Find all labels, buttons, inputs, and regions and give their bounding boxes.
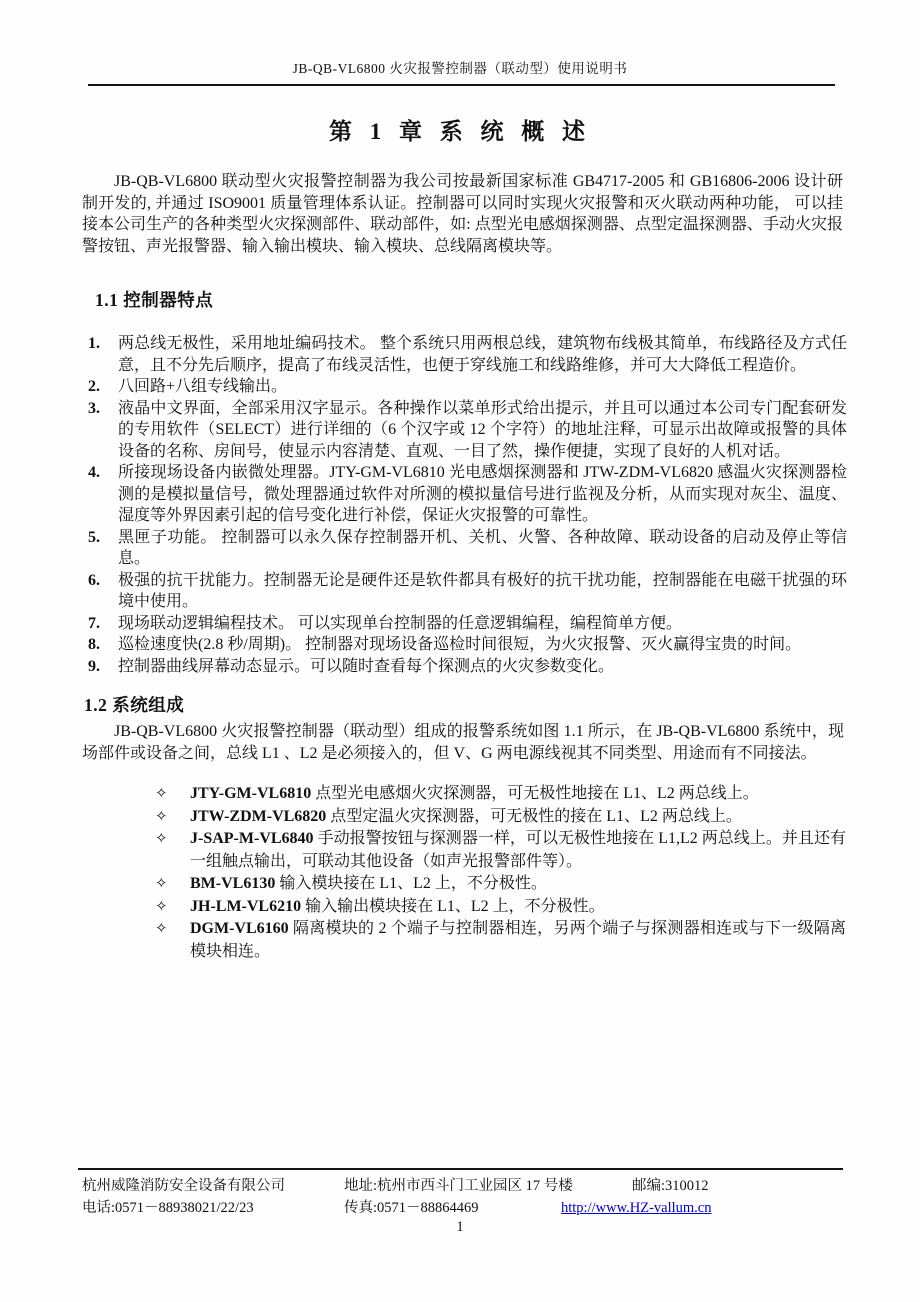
feature-item (88, 398, 847, 463)
feature-text: 巡检速度快(2.8 秒/周期)。 控制器对现场设备巡检时间很短，为火灾报警、灭火赢得宝贵的时间。 (118, 636, 802, 653)
feature-item (88, 613, 847, 635)
feature-number: 7. (88, 614, 100, 632)
component-model: BM-VL6130 (190, 875, 276, 892)
feature-text: 两总线无极性，采用地址编码技术。 整个系统只用两根总线，建筑物布线极其简单，布线路径及方式任意，且不分先后顺序，提高了布线灵活性，也便于穿线施工和线路维修，并可大大降低工程造价。 (118, 335, 847, 374)
feature-number: 8. (88, 636, 100, 653)
footer-website-link[interactable]: http://www.HZ-vallum.cn (561, 1200, 712, 1216)
diamond-bullet-icon: ✧ (155, 808, 168, 825)
feature-number: 5. (88, 528, 100, 546)
component-model: DGM-VL6160 (190, 920, 289, 937)
footer-postal-code: 邮编:310012 (632, 1178, 709, 1194)
diamond-bullet-icon: ✧ (155, 786, 168, 802)
feature-text: 液晶中文界面，全部采用汉字显示。各种操作以菜单形式给出提示，并且可以通过本公司专门配套研发的专用软件（SELECT）进行详细的（6 个汉字或 12 个字符）的地址注释，可显示出故障或报警的具体设备的名称、房间号，使显示内容清楚、直观、一目了然，操作便捷，实现了良好的人机对话。 (118, 399, 847, 460)
chapter-title: 第 1 章 系 统 概 述 (329, 119, 591, 144)
footer-company: 杭州威隆消防安全设备有限公司 (82, 1178, 285, 1194)
feature-item (88, 634, 847, 656)
component-item (155, 783, 846, 806)
feature-text: 控制器曲线屏幕动态显示。可以随时查看每个探测点的火灾参数变化。 (118, 657, 615, 675)
footer-row-2 (82, 1199, 850, 1217)
feature-number: 2. (88, 378, 100, 395)
diamond-bullet-icon: ✧ (155, 898, 168, 915)
diamond-bullet-icon: ✧ (155, 921, 168, 937)
component-text: DGM-VL6160 隔离模块的 2 个端子与控制器相连，另两个端子与探测器相连或与下一级隔离模块相连。 (190, 920, 846, 960)
footer-address: 地址:杭州市西斗门工业园区 17 号楼 (344, 1178, 573, 1194)
feature-number: 3. (88, 399, 100, 417)
feature-item (88, 656, 847, 678)
component-text: J-SAP-M-VL6840 手动报警按钮与探测器一样，可以无极性地接在 L1,L2 两总线上。并且还有一组触点输出，可联动其他设备（如声光报警部件等）。 (190, 830, 846, 870)
feature-number: 1. (88, 335, 100, 352)
component-model: JH-LM-VL6210 (190, 897, 302, 915)
feature-text: 黑匣子功能。 控制器可以永久保存控制器开机、关机、火警、各种故障、联动设备的启动及停止等信息。 (118, 528, 847, 567)
footer-row-1 (82, 1177, 850, 1195)
feature-item (88, 462, 847, 527)
feature-item (88, 333, 847, 376)
component-item (155, 828, 846, 873)
component-model: JTW-ZDM-VL6820 (190, 807, 327, 825)
feature-list (0, 333, 920, 677)
component-text: JTY-GM-VL6810 点型光电感烟火灾探测器，可无极性地接在 L1、L2 两总线上。 (190, 785, 759, 802)
component-item (155, 896, 846, 919)
section-1-2-paragraph: JB-QB-VL6800 火灾报警控制器（联动型）组成的报警系统如图 1.1 所示，在 JB-QB-VL6800 系统中，现场部件或设备之间，总线 L1 、L2 是必须接入的，但 V、G 两电源线视其不同类型、用途而有不同接法。 (82, 723, 844, 762)
header-rule (88, 84, 835, 86)
diamond-bullet-icon: ✧ (155, 831, 168, 847)
feature-number: 6. (88, 571, 100, 589)
footer-phone: 电话:0571－88938021/22/23 (82, 1200, 254, 1216)
component-text: BM-VL6130 输入模块接在 L1、L2 上，不分极性。 (190, 875, 547, 892)
section-1-2-heading: 1.2 系统组成 (84, 695, 185, 715)
feature-text: 极强的抗干扰能力。控制器无论是硬件还是软件都具有极好的抗干扰功能，控制器能在电磁干扰强的环境中使用。 (118, 571, 847, 610)
feature-number: 9. (88, 657, 100, 675)
feature-text: 所接现场设备内嵌微处理器。JTY-GM-VL6810 光电感烟探测器和 JTW-ZDM-VL6820 感温火灾探测器检测的是模拟量信号，微处理器通过软件对所测的模拟量信号进行监视及分析，从而实现对灰尘、温度、湿度等外界因素引起的信号变化进行补偿，保证火灾报警的可靠性。 (118, 464, 847, 524)
document-header-title: JB-QB-VL6800 火灾报警控制器（联动型）使用说明书 (292, 61, 628, 76)
page-number: 1 (456, 1219, 464, 1235)
feature-text: 八回路+八组专线输出。 (118, 378, 288, 395)
feature-item (88, 570, 847, 613)
footer-fax: 传真:0571－88864469 (344, 1200, 479, 1216)
component-model: JTY-GM-VL6810 (190, 785, 312, 802)
component-list (0, 783, 920, 963)
component-item (155, 873, 846, 896)
component-item (155, 918, 846, 963)
feature-number: 4. (88, 464, 100, 481)
intro-paragraph: JB-QB-VL6800 联动型火灾报警控制器为我公司按最新国家标准 GB4717-2005 和 GB16806-2006 设计研制开发的, 并通过 ISO9001 质量管理体系认证。控制器可以同时实现火灾报警和灭火联动两种功能， 可以挂接本公司生产的各种类型火灾探测部件、联动部件，如: 点型光电感烟探测器、点型定温探测器、手动火灾报警按钮、声光报警器、输入输出模块、输入模块、总线隔离模块等。 (82, 173, 843, 255)
footer-rule (78, 1168, 843, 1170)
section-1-1-heading: 1.1 控制器特点 (95, 290, 214, 310)
component-item (155, 806, 846, 829)
feature-text: 现场联动逻辑编程技术。 可以实现单台控制器的任意逻辑编程，编程简单方便。 (118, 614, 683, 632)
component-text: JH-LM-VL6210 输入输出模块接在 L1、L2 上，不分极性。 (190, 897, 605, 915)
feature-item (88, 527, 847, 570)
component-model: J-SAP-M-VL6840 (190, 830, 314, 847)
component-text: JTW-ZDM-VL6820 点型定温火灾探测器，可无极性的接在 L1、L2 两总线上。 (190, 807, 742, 825)
diamond-bullet-icon: ✧ (155, 876, 168, 892)
feature-item (88, 376, 847, 398)
